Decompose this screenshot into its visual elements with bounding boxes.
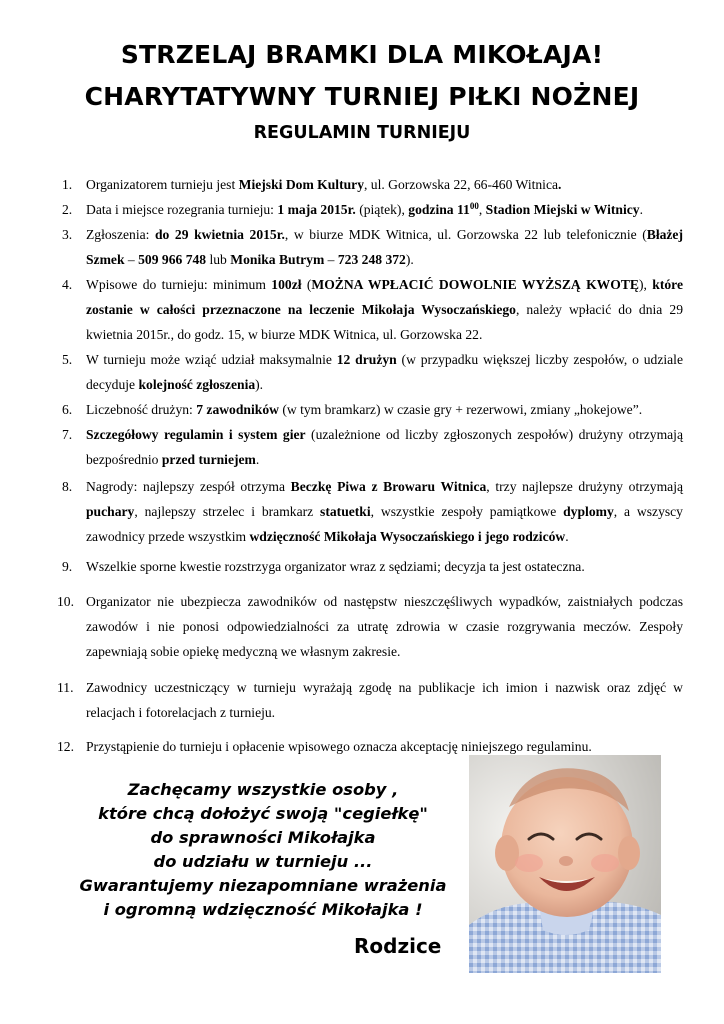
rule-text-bold: MOŻNA WPŁACIĆ DOWOLNIE WYŻSZĄ KWOTĘ: [311, 277, 639, 292]
rule-text: [86, 479, 683, 544]
rule-text-bold: godzina 11: [408, 202, 470, 217]
rule-text: [86, 427, 683, 467]
subtitle: REGULAMIN TURNIEJU: [253, 123, 471, 143]
rule-text: [86, 594, 683, 659]
rule-text-bold: przed turniejem: [161, 452, 256, 467]
rule-text-segment: ).: [405, 252, 414, 267]
rule-text-segment: , trzy najlepsze drużyny otrzymają: [486, 479, 684, 494]
rule-number: 8.: [62, 479, 73, 494]
smiling-baby-photo: [469, 755, 661, 973]
rule-text-bold: Monika Butrym: [230, 252, 325, 267]
rule-number: 6.: [62, 402, 73, 417]
rule-item: [62, 272, 683, 347]
rule-item: [62, 554, 683, 579]
rule-number: 1.: [62, 177, 73, 192]
rule-number: 12.: [57, 739, 74, 754]
rule-number: 9.: [62, 559, 73, 574]
rule-item: [62, 422, 683, 472]
rule-text-bold: Miejski Dom Kultury: [238, 177, 364, 192]
rule-text-segment: ).: [255, 377, 264, 392]
rule-text-segment: ),: [638, 277, 653, 292]
rule-text-bold: statuetki: [320, 504, 371, 519]
rule-number: 5.: [62, 352, 73, 367]
rule-text-bold: 100zł: [271, 277, 302, 292]
rule-text-segment: , a wszyscy zawodnicy przede wszystkim: [86, 504, 683, 544]
rule-text: [86, 680, 683, 720]
title-line-2: CHARYTATYWNY TURNIEJ PIŁKI NOŻNEJ: [84, 82, 640, 111]
rule-text-segment: ,: [478, 202, 486, 217]
rule-item: [62, 397, 683, 422]
rule-text-segment: .: [255, 452, 260, 467]
rule-item: [62, 197, 683, 222]
rule-number: 4.: [62, 277, 73, 292]
closing-appeal: [58, 778, 468, 922]
rule-text-segment: Data i miejsce rozegrania turnieju:: [86, 202, 278, 217]
closing-line: Zachęcamy wszystkie osoby ,: [127, 780, 399, 799]
rule-text-segment: Przystąpienie do turnieju i opłacenie wpisowego oznacza akceptację niniejszego regulaminu.: [86, 739, 592, 754]
rule-text-segment: , w biurze MDK Witnica, ul. Gorzowska 22 lub telefonicznie (: [284, 227, 647, 242]
rule-item: [57, 675, 683, 725]
rule-text-segment: , najlepszy strzelec i bramkarz: [134, 504, 321, 519]
signature: Rodzice: [354, 934, 442, 958]
rule-text-segment: Wpisowe do turnieju: minimum: [86, 277, 272, 292]
rule-number: 10.: [57, 594, 74, 609]
rule-text-bold: puchary: [86, 504, 135, 519]
rule-text-segment: Organizator nie ubezpiecza zawodników od następstw nieszczęśliwych wypadków, zaistniałych podczas zawodów i nie ponosi odpowiedzialności za utratę zdrowia w czasie rozgrywania meczów. Zespoły zapewniają sobie opiekę medyczną we własnym zakresie.: [86, 594, 683, 659]
title-line-1: STRZELAJ BRAMKI DLA MIKOŁAJA!: [120, 40, 604, 69]
rule-number: 7.: [62, 427, 73, 442]
rule-text-segment: , wszystkie zespoły pamiątkowe: [370, 504, 564, 519]
rule-text-segment: Wszelkie sporne kwestie rozstrzyga organizator wraz z sędziami; decyzja ta jest ostateczna.: [86, 559, 585, 574]
rule-text-bold: Beczkę Piwa z Browaru Witnica: [290, 479, 487, 494]
rule-text-bold: 00: [469, 201, 479, 211]
rule-text-segment: , ul. Gorzowska 22, 66-460 Witnica: [364, 177, 559, 192]
rule-item: [62, 474, 684, 549]
closing-line: i ogromną wdzięczność Mikołajka !: [103, 900, 423, 919]
rule-text: [86, 554, 683, 579]
rule-text-segment: W turnieju może wziąć udział maksymalnie: [86, 352, 337, 367]
rule-text-bold: dyplomy: [563, 504, 614, 519]
rule-text-bold: 723 248 372: [337, 252, 406, 267]
rule-text-segment: (piątek),: [355, 202, 409, 217]
rule-text: [86, 352, 683, 392]
closing-line: do sprawności Mikołajka: [150, 828, 376, 847]
rule-item: [62, 172, 683, 197]
rule-text-bold: Szczegółowy regulamin i system gier: [86, 427, 306, 442]
rule-number: 2.: [62, 202, 73, 217]
rule-text-bold: 12 drużyn: [336, 352, 397, 367]
rule-text-segment: (w tym bramkarz) w czasie gry + rezerwowi, zmiany „hokejowe”.: [278, 402, 643, 417]
rule-item: [62, 222, 683, 272]
rule-text-bold: Błażej Szmek: [86, 227, 683, 267]
rule-text-segment: .: [565, 529, 569, 544]
rule-text-segment: –: [324, 252, 338, 267]
rule-text: [86, 277, 683, 342]
rule-text: [86, 172, 683, 197]
rule-text-segment: Liczebność drużyn:: [86, 402, 197, 417]
rule-text-segment: –: [124, 252, 139, 267]
rule-text-bold: które zostanie w całości przeznaczone na leczenie Mikołaja Wysoczańskiego: [86, 277, 683, 317]
rule-text-segment: , należy wpłacić do dnia 29 kwietnia 2015r., do godz. 15, w biurze MDK Witnica, ul. Gorzowska 22.: [86, 302, 683, 342]
rule-text-segment: .: [639, 202, 644, 217]
rule-text-segment: lub: [206, 252, 231, 267]
rule-number: 11.: [57, 680, 74, 695]
rule-text-segment: (: [301, 277, 312, 292]
rule-item: [62, 347, 683, 397]
rule-text-segment: Organizatorem turnieju jest: [86, 177, 239, 192]
rule-item: [57, 589, 683, 664]
closing-line: które chcą dołożyć swoją "cegiełkę": [98, 804, 428, 823]
rule-text-bold: 7 zawodników: [196, 402, 279, 417]
rule-text-segment: Zawodnicy uczestniczący w turnieju wyrażają zgodę na publikacje ich imion i nazwisk oraz zdjęć w relacjach i fotorelacjach z turnieju.: [86, 680, 683, 720]
rule-text-segment: Nagrody: najlepszy zespół otrzyma: [86, 479, 291, 494]
rule-text: [86, 197, 683, 222]
closing-line: Gwarantujemy niezapomniane wrażenia: [79, 876, 447, 895]
rule-number: 3.: [62, 227, 73, 242]
rule-text-bold: wdzięczność Mikołaja Wysoczańskiego i jego rodziców: [249, 529, 566, 544]
rule-text-segment: (uzależnione od liczby zgłoszonych zespołów) drużyny otrzymają bezpośrednio: [86, 427, 683, 467]
closing-line: do udziału w turnieju ...: [153, 852, 373, 871]
rule-text-bold: 1 maja 2015r.: [277, 202, 356, 217]
rule-text-bold: Stadion Miejski w Witnicy: [485, 202, 640, 217]
rule-text-bold: 509 966 748: [138, 252, 207, 267]
rule-text-bold: do 29 kwietnia 2015r.: [155, 227, 285, 242]
rule-text: [86, 227, 683, 267]
rule-text-bold: .: [558, 177, 562, 192]
rule-text-segment: Zgłoszenia:: [86, 227, 155, 242]
rule-text-segment: (w przypadku większej liczby zespołów, o udziale decyduje: [86, 352, 683, 392]
rule-text: [86, 397, 683, 422]
rule-text-bold: kolejność zgłoszenia: [138, 377, 256, 392]
